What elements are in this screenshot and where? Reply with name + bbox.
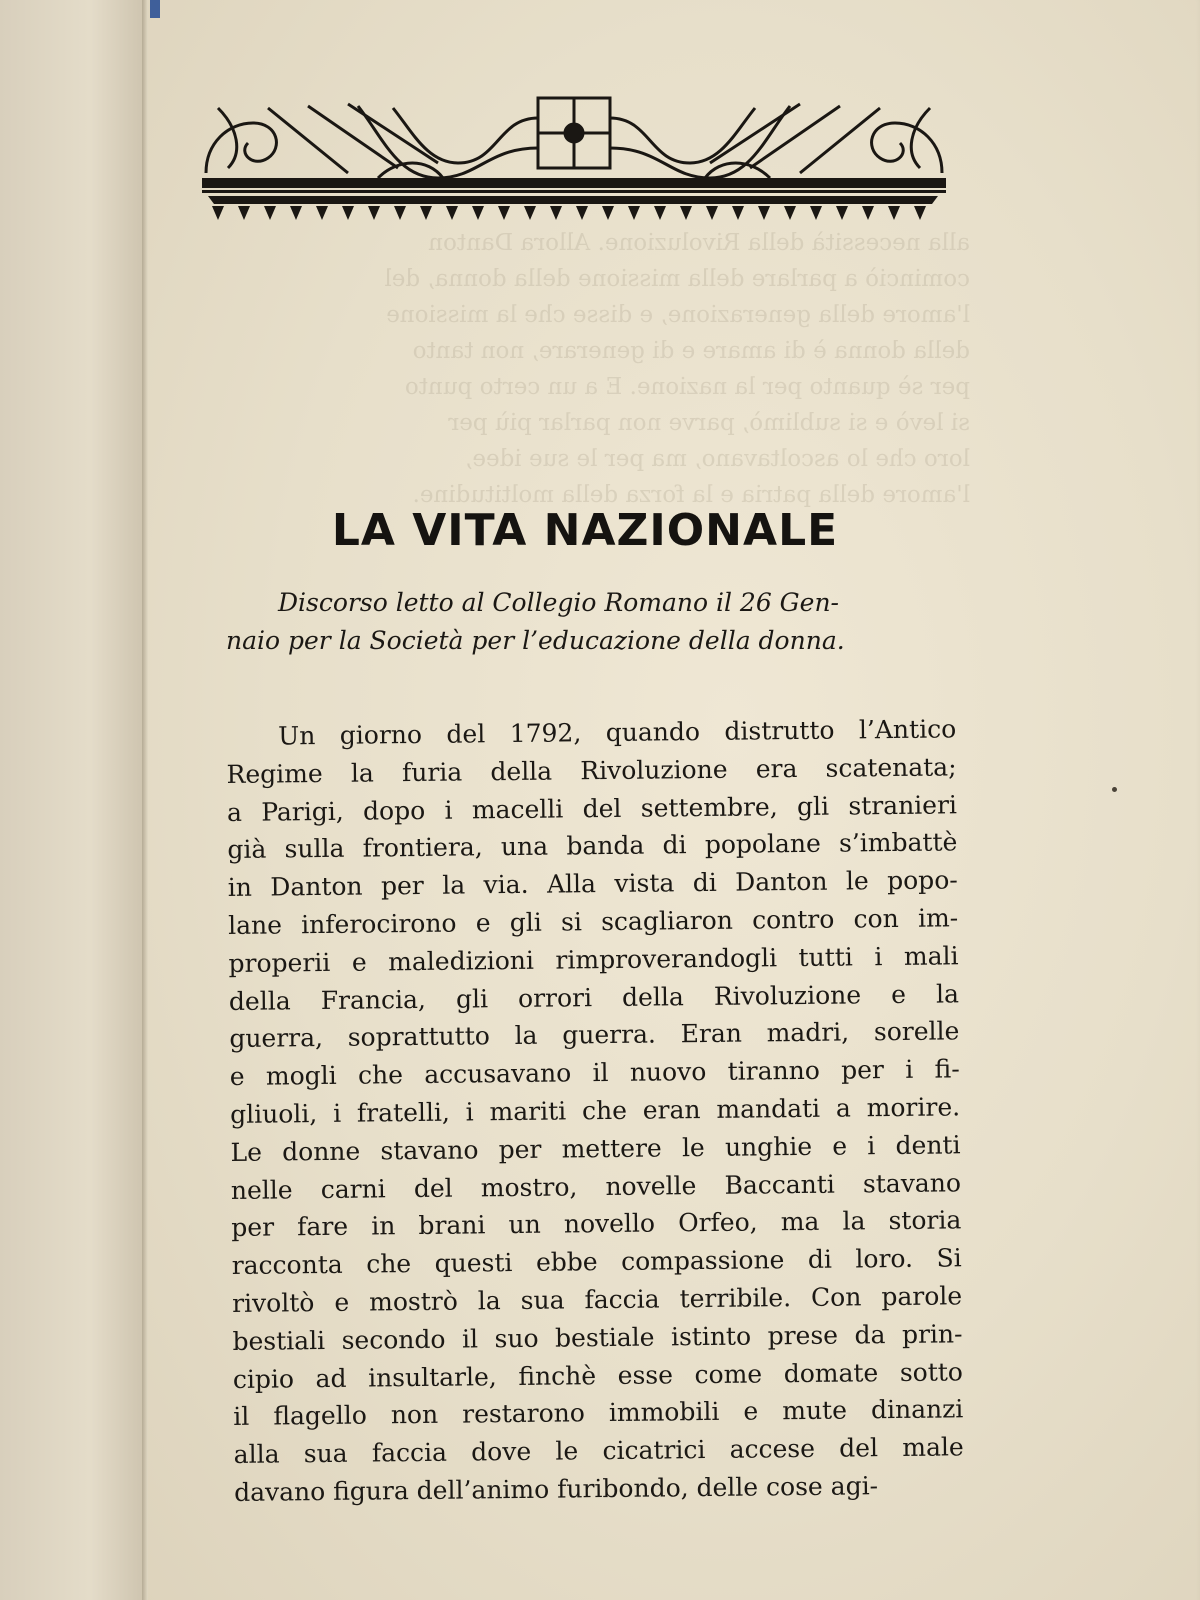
left-page [0,0,150,1600]
subtitle-line: Discorso letto al Collegio Romano il 26 Gen- [278,588,839,617]
subtitle [226,584,956,660]
body-line: gliuoli, i fratelli, i mariti che eran mandati a morire. [229,1092,961,1129]
subtitle-line: naio per la Società per l’educazione della donna. [226,626,845,655]
body-line: cipio ad insultarle, finchè esse come domate sotto [232,1356,964,1394]
body-line: a Parigi, dopo i macelli del settembre, gli stranieri [226,789,958,827]
body-line: per fare in brani un novello Orfeo, ma la storia [231,1205,962,1243]
body-line: davano figura dell’animo furibondo, delle cose agi- [233,1471,879,1507]
cover-corner [150,0,160,18]
body-line: e mogli che accusavano il nuovo tiranno per i fi- [229,1054,960,1092]
body-line: Regime la furia della Rivoluzione era scatenata; [226,752,957,789]
body-line: bestiali secondo il suo bestiale istinto prese da prin- [232,1319,963,1356]
body-line: rivoltò e mostrò la sua faccia terribile. Con parole [231,1281,963,1318]
body-line: il flagello non restarono immobili e mute dinanzi [233,1394,964,1432]
body-line: racconta che questi ebbe compassione di loro. Si [231,1243,962,1281]
body-text [226,710,964,1511]
ornament-fringe [212,206,926,220]
body-line: Un giorno del 1792, quando distrutto l’Antico [278,714,957,751]
page-edge [142,0,148,1600]
chapter-title: LA VITA NAZIONALE [331,505,839,556]
decorative-header-ornament [198,88,950,238]
body-line: nelle carni del mostro, novelle Baccanti stavano [230,1167,962,1205]
body-line: properii e maledizioni rimproverandogli tutti i mali [228,941,959,978]
paper-speck [1112,787,1117,792]
body-line: guerra, soprattutto la guerra. Eran madri, sorelle [229,1016,960,1054]
body-line: in Danton per la via. Alla vista di Danton le popo- [227,865,958,903]
body-line: alla sua faccia dove le cicatrici accese del male [233,1432,964,1470]
body-line: lane inferocirono e gli si scagliaron contro con im- [228,903,959,940]
body-line: della Francia, gli orrori della Rivoluzione e la [228,978,960,1016]
show-through-text: alla necessità della Rivoluzione. Allora Danton cominciò a parlare della missione della donna, del l'amore della generazione, e disse che la missione della donna è di amare e di generare, non tanto per sè quanto per la nazione. E a un certo punto si levò e si sublimò, parve non parlar più per loro che lo ascoltavano, ma per le sue idee, l'amore della patria e la forza della moltitudine. [384,230,970,508]
body-line: Le donne stavano per mettere le unghie e i denti [230,1130,961,1167]
body-line: già sulla frontiera, una banda di popolane s’imbattè [227,827,958,865]
